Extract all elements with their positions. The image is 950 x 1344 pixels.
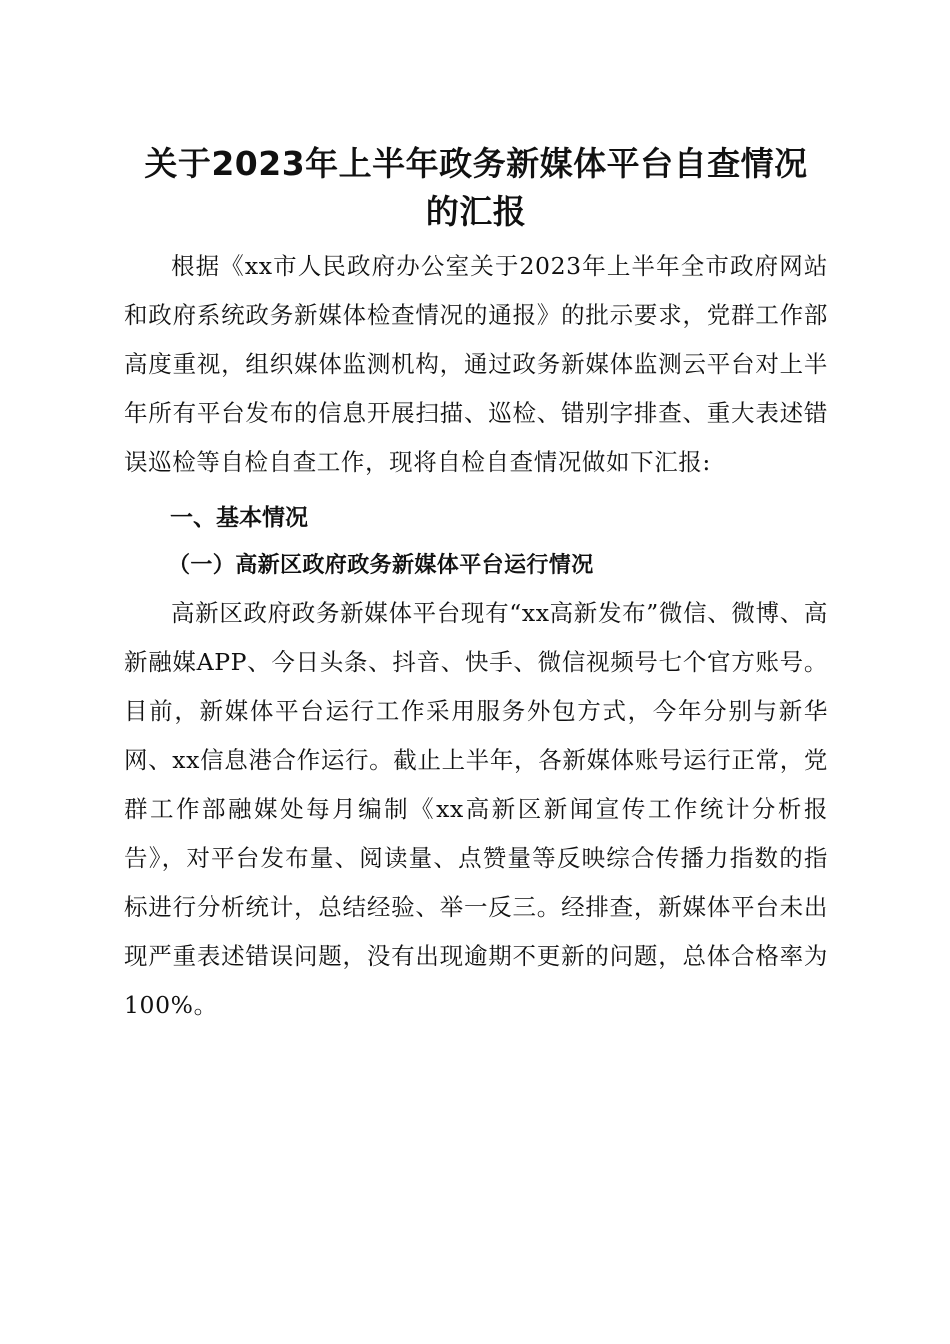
document-body (124, 140, 828, 1030)
document-title-line-2: 的汇报 (425, 192, 527, 231)
subsection-heading-platform-operation: （一）高新区政府政务新媒体平台运行情况 (168, 552, 594, 578)
section-heading-basic-situation: 一、基本情况 (170, 505, 308, 531)
document-title-line-1: 关于2023年上半年政务新媒体平台自查情况 (144, 144, 808, 183)
intro-paragraph: 根据《xx市人民政府办公室关于2023年上半年全市政府网站和政府系统政务新媒体检查情况的通报》的批示要求，党群工作部高度重视，组织媒体监测机构，通过政务新媒体监测云平台对上半年所有平台发布的信息开展扫描、巡检、错别字排查、重大表述错误巡检等自检自查工作，现将自检自查情况做如下汇报: (124, 252, 828, 476)
platform-operation-paragraph: 高新区政府政务新媒体平台现有“xx高新发布”微信、微博、高新融媒APP、今日头条、抖音、快手、微信视频号七个官方账号。目前，新媒体平台运行工作采用服务外包方式，今年分别与新华网、xx信息港合作运行。截止上半年，各新媒体账号运行正常，党群工作部融媒处每月编制《xx高新区新闻宣传工作统计分析报告》，对平台发布量、阅读量、点赞量等反映综合传播力指数的指标进行分析统计，总结经验、举一反三。经排查，新媒体平台未出现严重表述错误问题，没有出现逾期不更新的问题，总体合格率为100%。 (124, 599, 828, 1019)
document-title (124, 140, 828, 236)
